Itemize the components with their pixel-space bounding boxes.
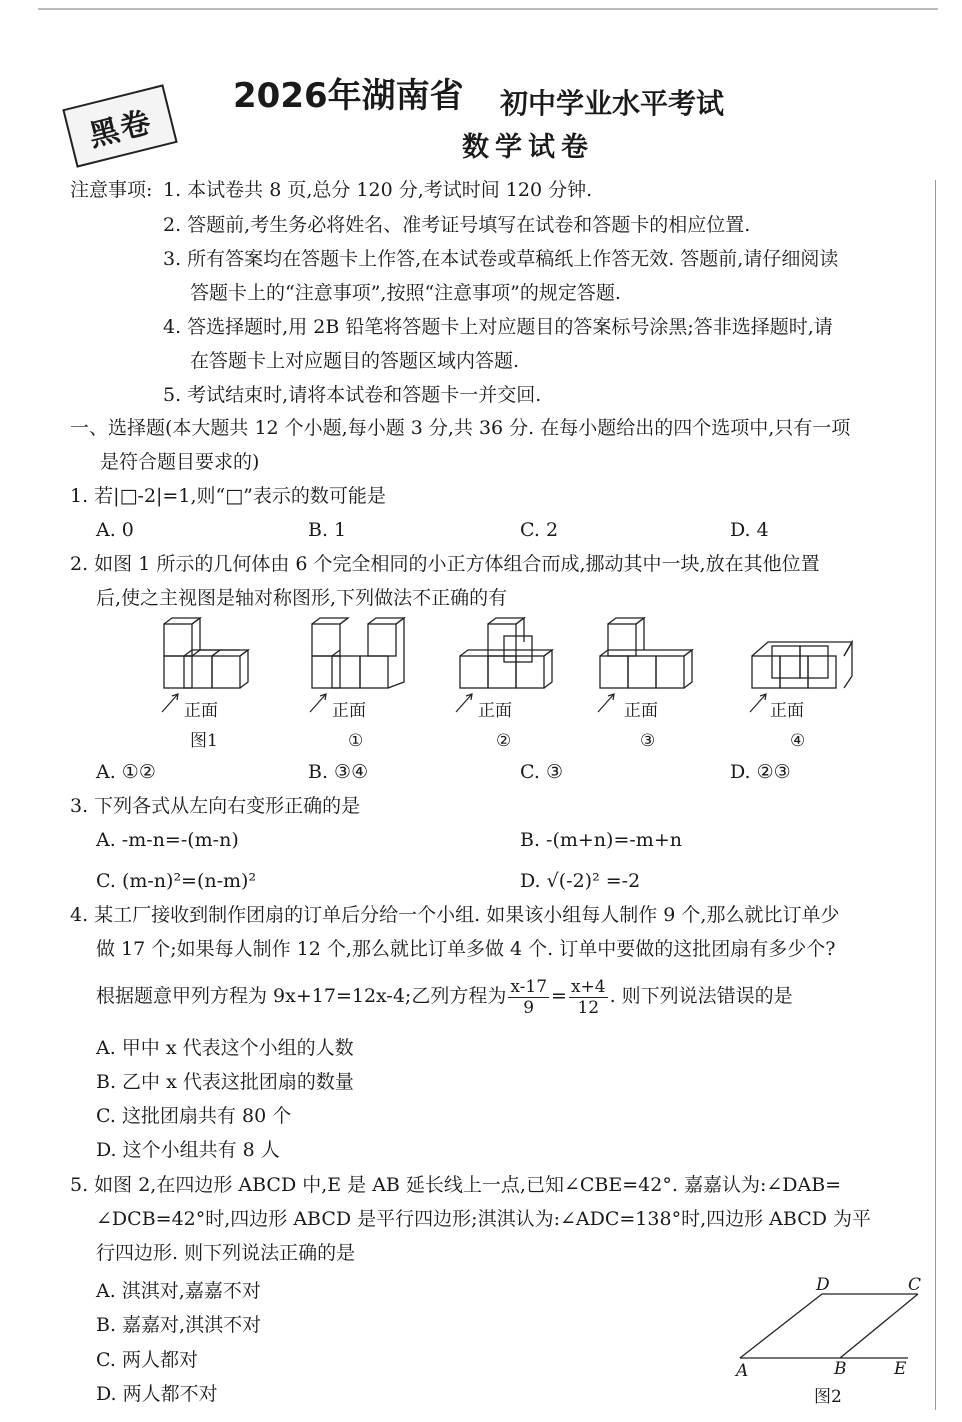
solid-figure-1 bbox=[164, 618, 248, 688]
section-heading-cont: 是符合题目要求的) bbox=[100, 451, 260, 473]
exam-title: 2026年湖南省 bbox=[233, 76, 464, 116]
fraction-numerator: x+4 bbox=[570, 976, 606, 997]
q3-stem: 3. 下列各式从左向右变形正确的是 bbox=[70, 795, 361, 817]
note-item: 4. 答选择题时,用 2B 铅笔将答题卡上对应题目的答案标号涂黑;答非选择题时,请 bbox=[163, 316, 833, 338]
note-item: 5. 考试结束时,请将本试卷和答题卡一并交回. bbox=[163, 384, 542, 406]
q4-equations bbox=[96, 974, 793, 1018]
fraction-denominator: 12 bbox=[577, 997, 600, 1018]
q4-equation-tail: . 则下列说法错误的是 bbox=[609, 985, 793, 1007]
q3-option-d: D. √(-2)² =-2 bbox=[520, 870, 641, 892]
q5-option-a: A. 淇淇对,嘉嘉不对 bbox=[96, 1280, 261, 1302]
front-label: 正面 bbox=[624, 701, 658, 721]
note-item: 3. 所有答案均在答题卡上作答,在本试卷或草稿纸上作答无效. 答题前,请仔细阅读 bbox=[163, 248, 839, 270]
q3-option-a: A. -m-n=-(m-n) bbox=[96, 829, 239, 851]
q2-option-a: A. ①② bbox=[96, 761, 156, 783]
q1-option-c: C. 2 bbox=[520, 519, 559, 541]
q2-option-c: C. ③ bbox=[520, 761, 563, 783]
q3-option-b: B. -(m+n)=-m+n bbox=[520, 829, 682, 851]
q2-option-b: B. ③④ bbox=[308, 761, 369, 783]
note-item: 答题卡上的“注意事项”,按照“注意事项”的规定答题. bbox=[190, 282, 621, 304]
q4-stem: 4. 某工厂接收到制作团扇的订单后分给一个小组. 如果该小组每人制作 9 个,那么就比订单少 bbox=[70, 904, 840, 926]
q5-option-b: B. 嘉嘉对,淇淇不对 bbox=[96, 1314, 262, 1336]
q1-option-a: A. 0 bbox=[96, 519, 134, 541]
solid-figure-option-2 bbox=[460, 618, 552, 688]
front-label: 正面 bbox=[184, 701, 218, 721]
equals-sign: = bbox=[551, 985, 567, 1007]
solid-figure-option-1 bbox=[312, 618, 404, 688]
q4-option-c: C. 这批团扇共有 80 个 bbox=[96, 1105, 292, 1127]
black-paper-badge: 黑卷 bbox=[62, 84, 177, 167]
q2-option-d: D. ②③ bbox=[730, 761, 791, 783]
q5-stem-cont: ∠DCB=42°时,四边形 ABCD 是平行四边形;淇淇认为:∠ADC=138°时,四边形 ABCD 为平 bbox=[96, 1208, 872, 1230]
point-label-b: B bbox=[834, 1359, 847, 1379]
point-label-c: C bbox=[908, 1275, 922, 1295]
q1-option-d: D. 4 bbox=[730, 519, 769, 541]
q5-stem-cont: 行四边形. 则下列说法正确的是 bbox=[96, 1242, 356, 1264]
exam-subtitle: 初中学业水平考试 bbox=[500, 87, 725, 120]
solid-figure-option-4 bbox=[752, 642, 852, 688]
figure-caption: ④ bbox=[790, 731, 806, 751]
q5-option-c: C. 两人都对 bbox=[96, 1349, 198, 1371]
section-heading: 一、选择题(本大题共 12 个小题,每小题 3 分,共 36 分. 在每小题给出的四个选项中,只有一项 bbox=[70, 417, 851, 439]
q4-option-a: A. 甲中 x 代表这个小组的人数 bbox=[96, 1037, 354, 1059]
top-border bbox=[38, 8, 938, 10]
point-label-e: E bbox=[894, 1359, 907, 1379]
fraction-denominator: 9 bbox=[523, 997, 535, 1018]
note-item: 在答题卡上对应题目的答题区域内答题. bbox=[190, 350, 520, 372]
figure-caption: 图1 bbox=[190, 731, 218, 751]
q3-option-c: C. (m-n)²=(n-m)² bbox=[96, 870, 257, 892]
q2-stem: 2. 如图 1 所示的几何体由 6 个完全相同的小正方体组合而成,挪动其中一块,放在其他位置 bbox=[70, 553, 820, 575]
parallelogram-figure bbox=[722, 1270, 932, 1410]
q4-fraction-2 bbox=[569, 977, 608, 1018]
q4-equation-text: 根据题意甲列方程为 9x+17=12x-4;乙列方程为 bbox=[96, 985, 507, 1007]
figure-2-caption: 图2 bbox=[814, 1387, 842, 1407]
q1-stem: 1. 若|□-2|=1,则“□”表示的数可能是 bbox=[70, 485, 386, 507]
paper-title: 数学试卷 bbox=[462, 132, 594, 163]
figure-caption: ① bbox=[348, 731, 364, 751]
front-label: 正面 bbox=[332, 701, 366, 721]
q5-stem: 5. 如图 2,在四边形 ABCD 中,E 是 AB 延长线上一点,已知∠CBE=42°. 嘉嘉认为:∠DAB= bbox=[70, 1174, 842, 1196]
q4-stem-cont: 做 17 个;如果每人制作 12 个,那么就比订单多做 4 个. 订单中要做的这批团扇有多少个? bbox=[96, 938, 836, 960]
solid-figure-option-3 bbox=[600, 618, 692, 688]
notes-label: 注意事项: bbox=[70, 179, 153, 201]
note-item: 2. 答题前,考生务必将姓名、准考证号填写在试卷和答题卡的相应位置. bbox=[163, 214, 751, 236]
figure-caption: ② bbox=[496, 731, 512, 751]
q4-option-b: B. 乙中 x 代表这批团扇的数量 bbox=[96, 1071, 354, 1093]
q2-figures bbox=[140, 612, 870, 760]
front-label: 正面 bbox=[770, 701, 804, 721]
front-label: 正面 bbox=[478, 701, 512, 721]
q4-fraction-1 bbox=[508, 977, 549, 1018]
q1-option-b: B. 1 bbox=[308, 519, 347, 541]
note-item: 1. 本试卷共 8 页,总分 120 分,考试时间 120 分钟. bbox=[163, 179, 593, 201]
q4-option-d: D. 这个小组共有 8 人 bbox=[96, 1139, 280, 1161]
point-label-a: A bbox=[736, 1361, 749, 1381]
q2-stem-cont: 后,使之主视图是轴对称图形,下列做法不正确的有 bbox=[96, 587, 508, 609]
figure-caption: ③ bbox=[640, 731, 656, 751]
right-border bbox=[935, 180, 936, 1410]
front-arrows bbox=[162, 694, 766, 712]
fraction-numerator: x-17 bbox=[510, 976, 548, 997]
q5-option-d: D. 两人都不对 bbox=[96, 1383, 218, 1405]
point-label-d: D bbox=[816, 1275, 830, 1295]
